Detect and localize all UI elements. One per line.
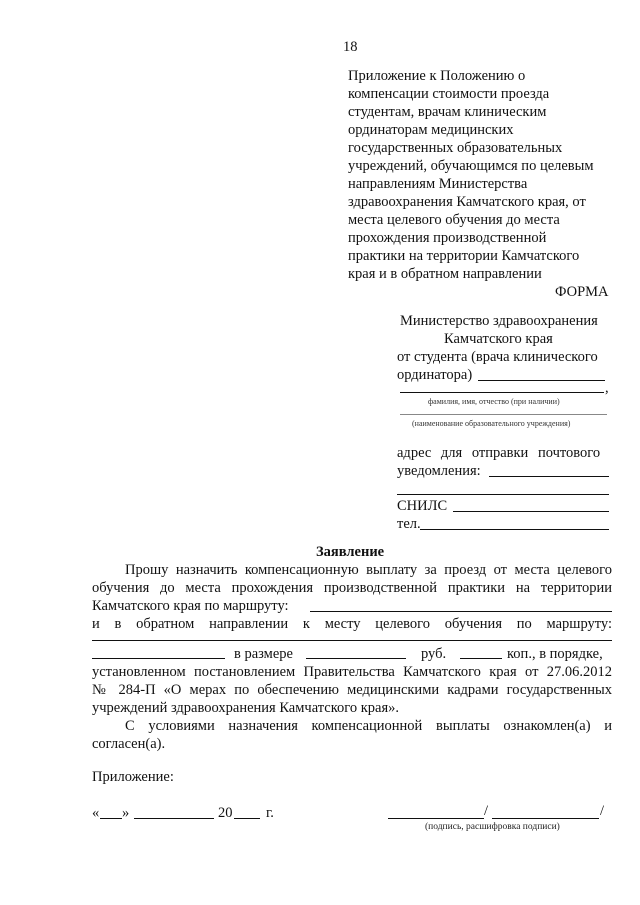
- return-route-field[interactable]: [92, 640, 612, 641]
- quote-close: »: [122, 805, 130, 821]
- kop-field[interactable]: [460, 658, 502, 659]
- amount-prefix: в размере: [234, 646, 293, 662]
- ministry-line: Камчатского края: [444, 331, 553, 347]
- appendix-line: практики на территории Камчатского: [348, 248, 580, 264]
- year-field[interactable]: [234, 818, 260, 819]
- snils-label: СНИЛС: [397, 498, 448, 514]
- rub-field[interactable]: [306, 658, 406, 659]
- tel-label: тел.: [397, 516, 421, 532]
- appendix-line: здравоохранения Камчатского края, от: [348, 194, 586, 210]
- form-label: ФОРМА: [555, 284, 609, 300]
- comma: ,: [605, 380, 609, 396]
- statement-line: С условиями назначения компенсационной выплаты ознакомлен(а) и: [125, 718, 612, 734]
- statement-line: № 284-П «О мерах по обеспечению медицинскими кадрами государственных: [92, 682, 612, 698]
- year-suffix: г.: [266, 805, 274, 821]
- ministry-line: Министерство здравоохранения: [400, 313, 598, 329]
- slash: /: [484, 803, 489, 819]
- statement-line: Прошу назначить компенсационную выплату за проезд от места целевого: [125, 562, 612, 578]
- address-line: уведомления:: [397, 463, 481, 479]
- appendix-line: направлениям Министерства: [348, 176, 528, 192]
- rub-label: руб.: [421, 646, 447, 662]
- appendix-line: края и в обратном направлении: [348, 266, 542, 282]
- signature-field[interactable]: [388, 818, 484, 819]
- institution-caption: (наименование образовательного учреждения): [412, 419, 571, 428]
- statement-line: обучения до места прохождения производственной практики на территории: [92, 580, 612, 596]
- signature-decode-field[interactable]: [492, 818, 599, 819]
- statement-line: установленном постановлением Правительства Камчатского края от 27.06.2012: [92, 664, 612, 680]
- quote-open: «: [92, 805, 100, 821]
- statement-line: учреждений здравоохранения Камчатского края».: [92, 700, 400, 716]
- ordinator-field[interactable]: [478, 380, 605, 381]
- from-line: ординатора): [397, 367, 473, 383]
- fio-caption: фамилия, имя, отчество (при наличии): [428, 397, 560, 406]
- appendix-line: учреждений, обучающимся по целевым: [348, 158, 594, 174]
- year-prefix: 20: [218, 805, 233, 821]
- appendix-line: места целевого обучения до места: [348, 212, 560, 228]
- month-field[interactable]: [134, 818, 214, 819]
- appendix-line: компенсации стоимости проезда: [348, 86, 550, 102]
- fio-field[interactable]: [400, 392, 604, 393]
- address-line: [397, 444, 609, 462]
- institution-field[interactable]: [400, 414, 607, 415]
- appendix-line: студентам, врачам клиническим: [348, 104, 547, 120]
- appendix-line: прохождения производственной: [348, 230, 547, 246]
- appendix-line: государственных образовательных: [348, 140, 563, 156]
- address-field-2[interactable]: [397, 494, 609, 495]
- tel-field[interactable]: [420, 529, 609, 530]
- signature-caption: (подпись, расшифровка подписи): [425, 822, 560, 832]
- page-number: 18: [343, 39, 358, 55]
- statement-line: согласен(а).: [92, 736, 166, 752]
- statement-line: Камчатского края по маршруту:: [92, 598, 289, 614]
- attachment-label: Приложение:: [92, 769, 174, 785]
- snils-field[interactable]: [453, 511, 609, 512]
- address-field[interactable]: [489, 476, 609, 477]
- appendix-line: ординаторам медицинских: [348, 122, 514, 138]
- statement-line: и в обратном направлении к месту целевого обучения по маршруту:: [92, 616, 612, 632]
- route-field[interactable]: [310, 611, 612, 612]
- statement-title: Заявление: [316, 544, 385, 560]
- appendix-line: Приложение к Положению о: [348, 68, 526, 84]
- kop-label: коп., в порядке,: [507, 646, 603, 662]
- slash: /: [600, 803, 605, 819]
- amount-blank-field[interactable]: [92, 658, 225, 659]
- from-line: от студента (врача клинического: [397, 349, 598, 365]
- day-field[interactable]: [100, 818, 122, 819]
- address-text: адрес для отправки почтового: [397, 445, 601, 461]
